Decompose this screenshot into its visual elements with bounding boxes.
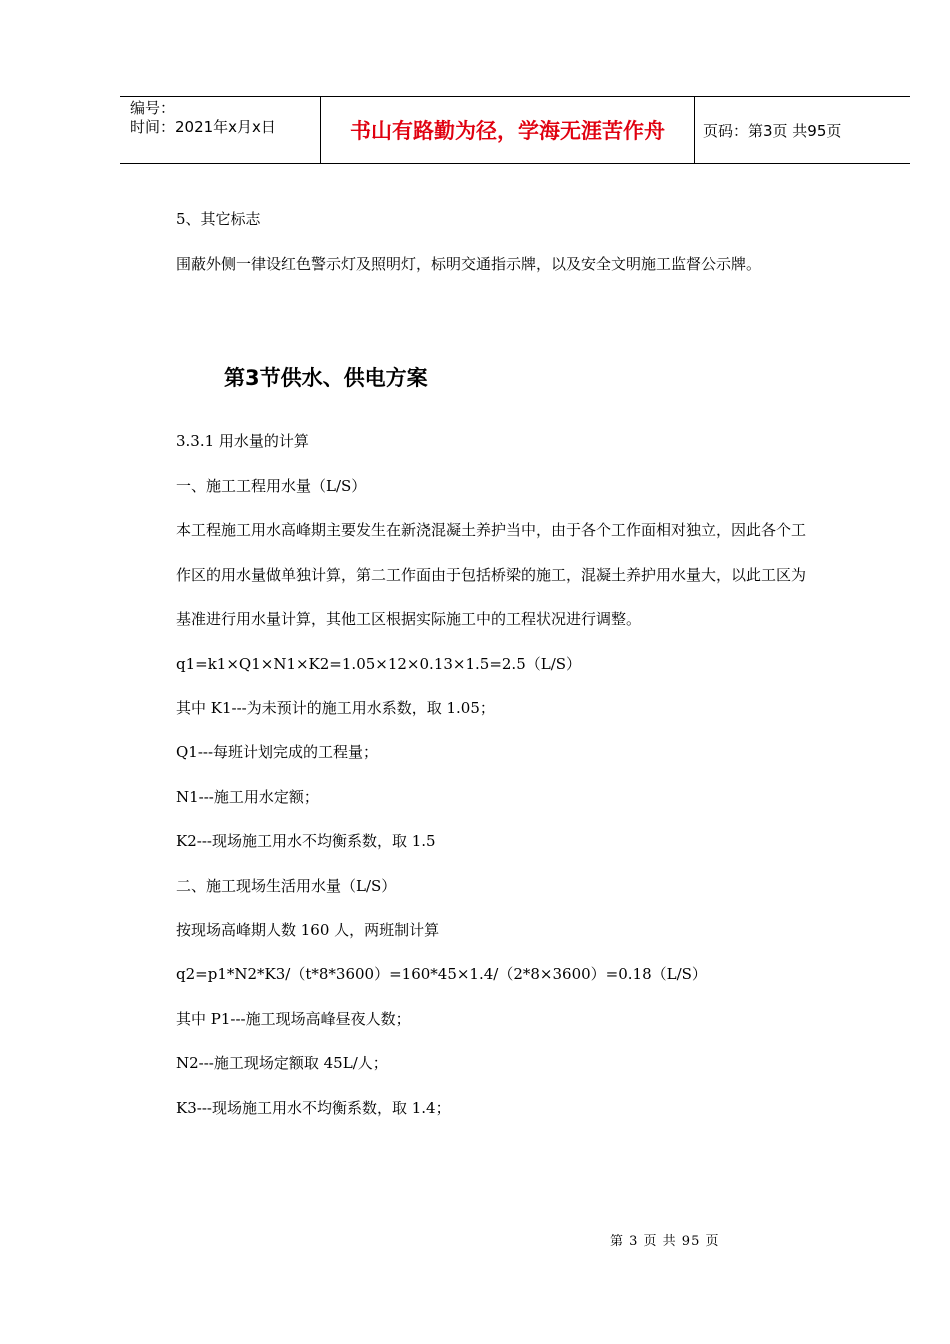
time-label: 时间：2021年x月x日 <box>130 118 276 136</box>
header-page-label: 页码：第3页 共95页 <box>703 121 842 140</box>
content-line: 作区的用水量做单独计算，第二工作面由于包括桥梁的施工，混凝土养护用水量大，以此工区为 <box>176 566 807 584</box>
header-table <box>120 96 910 164</box>
paragraph-enclosure: 围蔽外侧一律设红色警示灯及照明灯，标明交通指示牌，以及安全文明施工监督公示牌。 <box>176 255 762 273</box>
content-line: K2---现场施工用水不均衡系数，取 1.5 <box>176 832 436 850</box>
header-meta-cell <box>120 97 321 163</box>
footer-page-number: 第 3 页 共 95 页 <box>610 1234 720 1249</box>
content-line: N1---施工用水定额； <box>176 788 319 806</box>
header-motto: 书山有路勤为径，学海无涯苦作舟 <box>321 97 695 163</box>
content-line: 3.3.1 用水量的计算 <box>176 432 309 450</box>
content-line: 其中 K1---为未预计的施工用水系数，取 1.05； <box>176 699 495 717</box>
content-line: Q1---每班计划完成的工程量； <box>176 743 379 761</box>
content-line: 一、施工工程用水量（L/S） <box>176 477 367 495</box>
content-line: K3---现场施工用水不均衡系数，取 1.4； <box>176 1099 451 1117</box>
content-line: 基准进行用水量计算，其他工区根据实际施工中的工程状况进行调整。 <box>176 610 642 628</box>
content-line: q2=p1*N2*K3/（t*8*3600）=160*45×1.4/（2*8×3600）=0.18（L/S） <box>176 965 707 983</box>
section-title: 第3节供水、供电方案 <box>224 366 428 390</box>
paragraph-other-signs: 5、其它标志 <box>176 210 261 228</box>
content-line: 其中 P1---施工现场高峰昼夜人数； <box>176 1010 411 1028</box>
content-line: q1=k1×Q1×N1×K2=1.05×12×0.13×1.5=2.5（L/S） <box>176 655 582 673</box>
content-line: 二、施工现场生活用水量（L/S） <box>176 877 397 895</box>
content-line: 本工程施工用水高峰期主要发生在新浇混凝土养护当中，由于各个工作面相对独立，因此各个工 <box>176 521 807 539</box>
content-line: N2---施工现场定额取 45L/人； <box>176 1054 388 1072</box>
number-label: 编号： <box>130 99 176 117</box>
content-line: 按现场高峰期人数 160 人，两班制计算 <box>176 921 440 939</box>
